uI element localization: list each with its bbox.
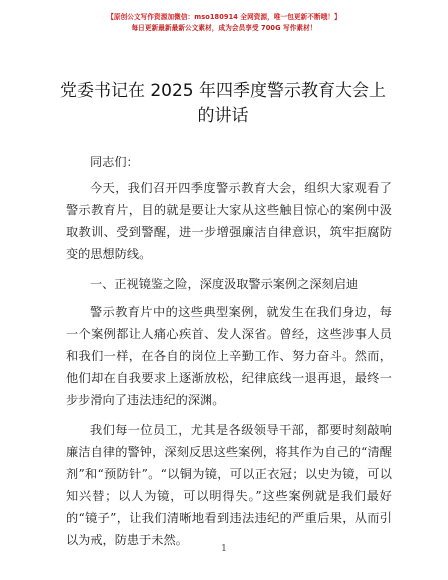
paragraph-intro: 今天，我们召开四季度警示教育大会，组织大家观看了警示教育片，目的就是要让大家从这些触目惊心的案例中汲取教训、受到警醒，进一步增强廉洁自律意识，筑牢拒腐防变的思想防线。	[66, 181, 392, 261]
promo-banner-line-1: 【原创公文写作资源加微信：mso180914 全网资源，唯一包更新不断哦！】	[107, 13, 341, 21]
section-heading: 一、正视镜鉴之险，深度汲取警示案例之深刻启迪	[90, 277, 359, 291]
document-body	[66, 151, 392, 559]
paragraph-cases: 警示教育片中的这些典型案例，就发生在我们身边，每一个案例都让人痛心疾首、发人深省。曾经，这些涉事人员和我们一样，在各自的岗位上辛勤工作、努力奋斗。然而，他们却在自我要求上逐渐放松，纪律底线一退再退，最终一步步滑向了违法违纪的深渊。	[66, 305, 392, 407]
promo-banner-line-2: 每日更新最新最新公文素材，成为会员享受 700G 写作素材！	[131, 24, 317, 32]
greeting: 同志们：	[90, 155, 139, 169]
paragraph-reflection: 我们每一位员工，尤其是各级领导干部，都要时刻敲响廉洁自律的警钟，深刻反思这些案例，将其作为自己的“清醒剂”和“预防针”。“以铜为镜，可以正衣冠；以史为镜，可以知兴替；以人为镜，可以明得失。”这些案例就是我们最好的“镜子”，让我们清晰地看到违法违纪的严重后果，从而引以为戒，防患于未然。	[66, 423, 392, 547]
page-number: 1	[221, 544, 227, 554]
document-title: 党委书记在 2025 年四季度警示教育大会上的讲话	[59, 81, 387, 126]
promo-banner	[0, 12, 448, 34]
